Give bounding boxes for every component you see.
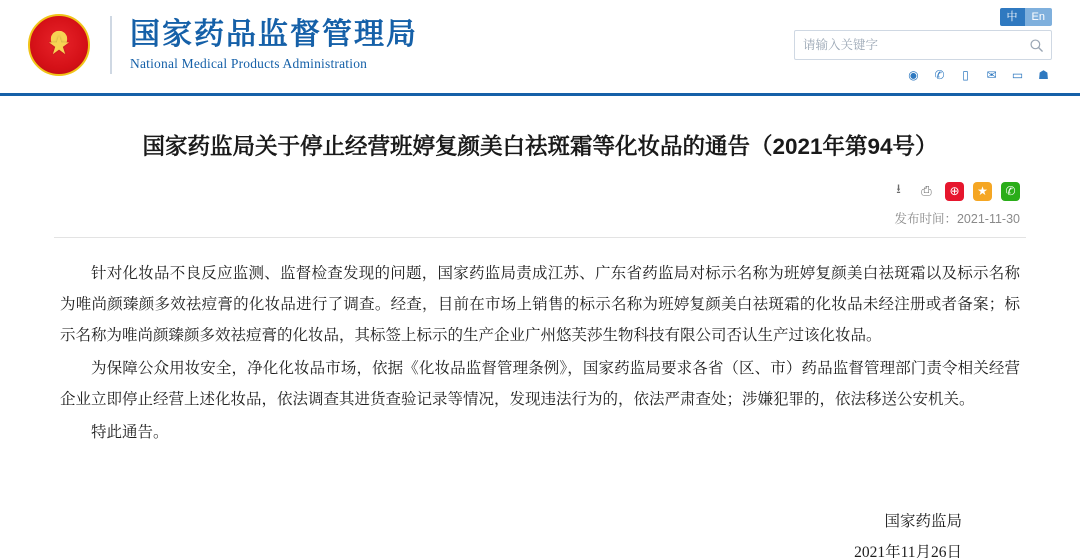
site-header: [0, 0, 1080, 96]
search-button[interactable]: [1021, 31, 1051, 59]
share-wechat-icon[interactable]: ✆: [1001, 182, 1020, 201]
article-paragraph: 针对化妆品不良反应监测、监督检查发现的问题，国家药监局责成江苏、广东省药监局对标示名称为班婷复颜美白祛斑霜以及标示名称为唯尚颜臻颜多效祛痘膏的化妆品进行了调查。经查，目前在市场上销售的标示名称为班婷复颜美白祛斑霜的化妆品未经注册或者备案；标示名称为唯尚颜臻颜多效祛痘膏的化妆品，其标签上标示的生产企业广州悠芙莎生物科技有限公司否认生产过该化妆品。: [60, 264, 1020, 344]
article-signature: [54, 506, 1026, 558]
brand-divider: [110, 16, 112, 74]
signature-date: 2021年11月26日: [854, 543, 962, 558]
search-icon: [1029, 38, 1044, 53]
mobile-icon[interactable]: ▯: [962, 67, 969, 82]
brand-title-en: National Medical Products Administration: [130, 55, 368, 71]
article-toolbar: [54, 172, 1026, 207]
download-icon[interactable]: ⭳: [896, 181, 901, 197]
page-title: 国家药监局关于停止经营班婷复颜美白祛斑霜等化妆品的通告（2021年第94号）: [142, 134, 938, 159]
brand-text: [130, 18, 418, 72]
search-box[interactable]: [794, 30, 1052, 60]
site-brand[interactable]: [28, 14, 418, 76]
national-emblem-icon: [28, 14, 90, 76]
signature-org: 国家药监局: [884, 512, 962, 530]
wechat-icon[interactable]: ✆: [934, 67, 945, 82]
article-paragraph: 为保障公众用妆安全，净化化妆品市场，依据《化妆品监督管理条例》，国家药监局要求各省（区、市）药品监督管理部门责令相关经营企业立即停止经营上述化妆品，依法调查其进货查验记录等情况，发现违法行为的，依法严肃查处；涉嫌犯罪的，依法移送公安机关。: [60, 359, 1020, 408]
article-body: [54, 238, 1026, 448]
weibo-icon[interactable]: ◉: [908, 67, 919, 82]
language-switch[interactable]: [1000, 8, 1052, 26]
publish-label: 发布时间：: [894, 211, 957, 226]
user-icon[interactable]: ☗: [1038, 67, 1049, 82]
language-option-cn[interactable]: 中: [1000, 8, 1025, 26]
mail-icon[interactable]: ✉: [986, 67, 997, 82]
share-favorite-icon[interactable]: ★: [973, 182, 992, 201]
article-paragraph: 特此通告。: [91, 423, 169, 441]
print-icon[interactable]: ⎙: [921, 183, 932, 199]
language-option-en[interactable]: En: [1025, 8, 1052, 26]
brand-title-cn: 国家药品监督管理局: [130, 18, 418, 52]
share-weibo-icon[interactable]: ⊕: [945, 182, 964, 201]
article: [0, 96, 1080, 558]
publish-meta: [54, 207, 1026, 238]
message-icon[interactable]: ▭: [1011, 67, 1024, 82]
publish-date: 2021-11-30: [956, 211, 1020, 226]
search-input[interactable]: [795, 31, 1021, 59]
header-icon-bar: [905, 66, 1052, 83]
